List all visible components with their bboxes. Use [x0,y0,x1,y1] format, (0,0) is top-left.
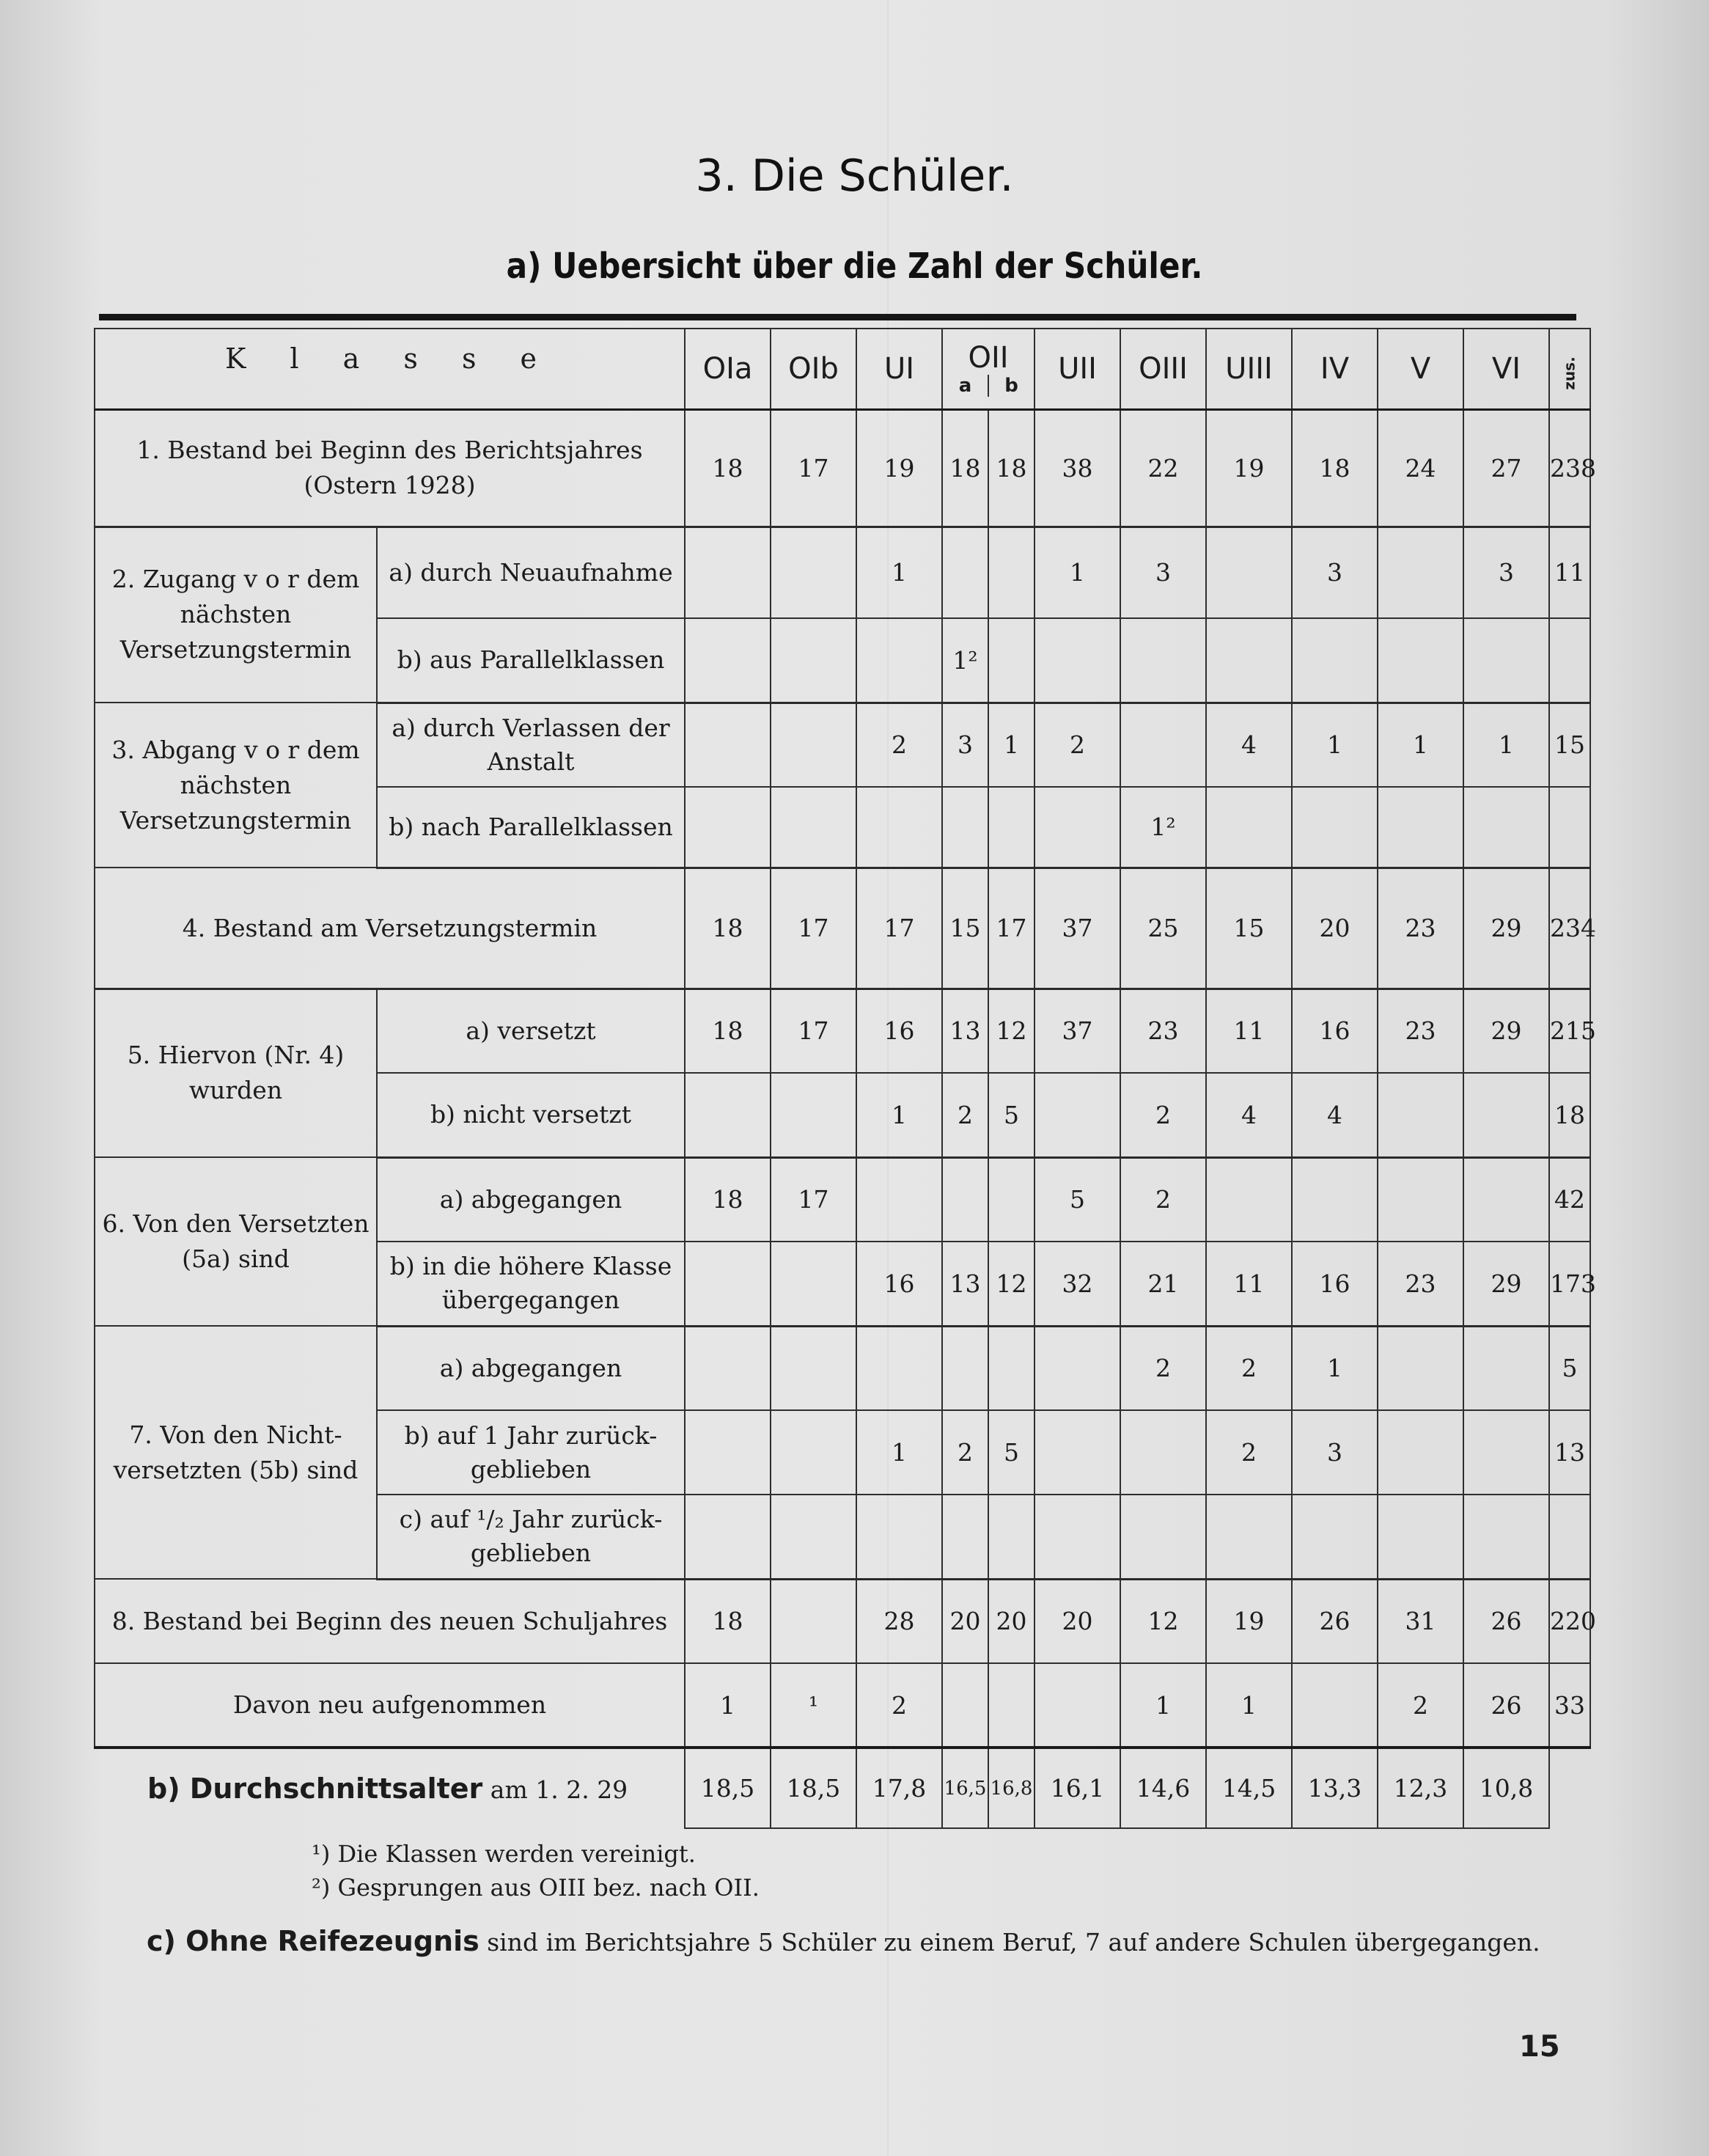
table-cell [1120,1410,1206,1495]
table-cell: 1 [856,527,942,618]
table-row [95,1326,1590,1410]
table-cell: 2 [1120,1073,1206,1157]
table-cell [771,1410,856,1495]
table-cell [856,787,942,868]
row-label [95,1157,377,1326]
header-OII-a: a [958,374,972,397]
table-cell: ¹ [771,1663,856,1748]
table-cell [1549,1495,1590,1579]
table-cell: 20 [1034,1579,1120,1663]
row-sub-label: a) abgegangen [377,1157,685,1242]
table-cell: 5 [988,1073,1034,1157]
table-cell: 33 [1549,1663,1590,1748]
table-cell: 19 [1206,1579,1292,1663]
table-cell [1292,787,1378,868]
table-cell: 11 [1206,1242,1292,1326]
table-cell: 215 [1549,989,1590,1073]
row-sub-label: b) nach Parallelklassen [377,787,685,868]
row-sub-label-line: Anstalt [487,747,575,776]
row-label-line: 6. Von den Versetzten [102,1209,370,1238]
row-sub-label-line: a) durch Verlassen der [392,713,670,742]
header-UI: UI [856,329,942,409]
table-cell: 23 [1378,868,1463,989]
table-cell [1034,1326,1120,1410]
table-cell [771,703,856,787]
table-cell: 19 [1206,409,1292,527]
table-cell [1292,1663,1378,1748]
table-cell [1378,527,1463,618]
table-cell [771,1326,856,1410]
table-cell [1120,703,1206,787]
table-cell [856,618,942,703]
footnote-1: ¹) Die Klassen werden vereinigt. [312,1840,696,1868]
row-label-line: (5a) sind [182,1244,290,1273]
table-cell [942,527,988,618]
row-label-line: 7. Von den Nicht- [129,1420,342,1449]
heavy-rule [99,314,1576,320]
table-cell [988,1663,1034,1748]
table-cell: 10,8 [1463,1748,1549,1828]
row-label-line: Versetzungstermin [120,635,352,664]
row-label-line: nächsten [180,770,292,799]
section-c [147,1925,1540,1957]
table-cell: 28 [856,1579,942,1663]
table-cell [685,527,771,618]
table-cell: 18,5 [685,1748,771,1828]
table-cell: 2 [1120,1326,1206,1410]
section-title: 3. Die Schüler. [695,150,1014,202]
average-age-title: b) Durchschnittsalter [147,1772,483,1805]
table-cell: 16 [1292,989,1378,1073]
average-age-row [95,1748,1590,1828]
header-OIb: OIb [771,329,856,409]
row-label [95,1326,377,1579]
table-cell [1292,1157,1378,1242]
table-cell [1292,618,1378,703]
table-cell: 17,8 [856,1748,942,1828]
table-cell [1463,1073,1549,1157]
table-cell [988,618,1034,703]
table-cell: 22 [1120,409,1206,527]
table-cell: 18 [988,409,1034,527]
table-cell: 26 [1463,1579,1549,1663]
row-sub-label [377,703,685,787]
table-cell: 38 [1034,409,1120,527]
row-label-line: 2. Zugang v o r dem [111,565,360,594]
row-label-line: (Ostern 1928) [304,471,476,499]
header-OII-label: OII [968,340,1009,375]
section-c-title: c) Ohne Reifezeugnis [147,1925,479,1957]
row-sub-label-line: geblieben [470,1539,592,1568]
table-cell: 27 [1463,409,1549,527]
row-label-line: 3. Abgang v o r dem [111,735,360,764]
table-cell: 29 [1463,868,1549,989]
table-cell [771,618,856,703]
row-sub-label: a) versetzt [377,989,685,1073]
table-cell: 1 [1292,703,1378,787]
table-cell [988,1495,1034,1579]
table-cell: 2 [856,703,942,787]
table-cell [685,1495,771,1579]
table-cell: 2 [942,1410,988,1495]
table-row [95,703,1590,787]
header-IV: IV [1292,329,1378,409]
table-cell [1463,1157,1549,1242]
table-cell [1034,1073,1120,1157]
table-cell [942,1326,988,1410]
table-cell: 18 [1292,409,1378,527]
table-cell: 26 [1292,1579,1378,1663]
table-cell: 3 [1120,527,1206,618]
table-cell: 18 [685,868,771,989]
row-sub-label: b) aus Parallelklassen [377,618,685,703]
table-cell: 31 [1378,1579,1463,1663]
table-cell: 1 [1034,527,1120,618]
average-age-date: am 1. 2. 29 [490,1775,628,1804]
table-cell [1378,1073,1463,1157]
table-cell [1206,527,1292,618]
table-cell: 2 [1120,1157,1206,1242]
table-cell [1463,787,1549,868]
table-cell [1378,1495,1463,1579]
student-count-table [94,328,1597,1829]
table-cell [1034,1410,1120,1495]
table-cell: 5 [1034,1157,1120,1242]
header-OII-sub [943,375,1034,397]
table-cell [1292,1495,1378,1579]
table-cell: 2 [1034,703,1120,787]
table-cell [1206,787,1292,868]
table-cell: 13 [942,1242,988,1326]
table-cell: 18 [942,409,988,527]
table-cell: 19 [856,409,942,527]
table-cell [1378,787,1463,868]
table-cell: 18 [685,1157,771,1242]
table-cell [1549,618,1590,703]
table-cell: 20 [942,1579,988,1663]
table-cell: 1 [685,1663,771,1748]
row-label-line: wurden [188,1076,283,1105]
header-OII [942,329,1034,409]
table-cell: 11 [1206,989,1292,1073]
table-cell: 15 [1206,868,1292,989]
table-cell [942,787,988,868]
table-cell: 1 [1120,1663,1206,1748]
table-cell [685,787,771,868]
header-zus-label: zus. [1561,356,1579,390]
table-cell: 4 [1292,1073,1378,1157]
row-sub-label: a) durch Neuaufnahme [377,527,685,618]
table-cell: 18,5 [771,1748,856,1828]
table-cell: 42 [1549,1157,1590,1242]
table-cell [988,527,1034,618]
header-UII: UII [1034,329,1120,409]
table-cell-empty [1549,1748,1590,1828]
table-cell: 1 [1378,703,1463,787]
table-cell: 1 [856,1410,942,1495]
table-cell: 20 [988,1579,1034,1663]
table-cell: 16 [1292,1242,1378,1326]
table-cell: 4 [1206,703,1292,787]
table-cell [1206,1157,1292,1242]
table-row [95,1157,1590,1242]
header-klasse: K l a s s e [95,329,685,409]
table-cell: 16 [856,989,942,1073]
table-cell: 37 [1034,868,1120,989]
table-cell: 16,5 [942,1748,988,1828]
table-cell: 4 [1206,1073,1292,1157]
table-row [95,527,1590,618]
table-cell [1034,1663,1120,1748]
table-cell: 17 [771,989,856,1073]
footnote-2: ²) Gesprungen aus OIII bez. nach OII. [312,1874,760,1902]
row-sub-label: a) abgegangen [377,1326,685,1410]
table-cell [1120,618,1206,703]
table-row [95,409,1590,527]
table-cell [988,1157,1034,1242]
header-OII-b: b [988,375,1034,397]
row-label-line: Versetzungstermin [120,805,352,835]
table-cell [856,1495,942,1579]
table-cell: 3 [1292,1410,1378,1495]
table-cell: 37 [1034,989,1120,1073]
table-cell: 14,6 [1120,1748,1206,1828]
table-cell: 1² [1120,787,1206,868]
table-cell: 32 [1034,1242,1120,1326]
row-sub-label: b) nicht versetzt [377,1073,685,1157]
row-sub-label-line: übergegangen [441,1286,620,1315]
table-cell [988,1326,1034,1410]
table-cell: 13 [942,989,988,1073]
table-cell [685,618,771,703]
table-cell [1463,1326,1549,1410]
table-cell: 2 [1378,1663,1463,1748]
table-cell: 3 [1463,527,1549,618]
table-cell: 5 [1549,1326,1590,1410]
table-cell: 2 [942,1073,988,1157]
row-label-line: nächsten [180,600,292,629]
table-cell [1378,1410,1463,1495]
table-row [95,989,1590,1073]
table-cell [1378,618,1463,703]
row-label [95,989,377,1157]
table-cell [1034,618,1120,703]
table-cell [1378,1326,1463,1410]
table-cell: 12 [988,1242,1034,1326]
table-cell [685,1326,771,1410]
table-cell [1034,1495,1120,1579]
table-cell [771,1242,856,1326]
table-cell: 16 [856,1242,942,1326]
table-cell: 1² [942,618,988,703]
row-sub-label-line: geblieben [470,1454,592,1484]
table-cell: 17 [771,409,856,527]
average-age-label [95,1748,685,1828]
table-cell: 1 [1206,1663,1292,1748]
table-cell: 16,1 [1034,1748,1120,1828]
table-cell: 26 [1463,1663,1549,1748]
header-OIII: OIII [1120,329,1206,409]
table-cell [1463,618,1549,703]
header-VI: VI [1463,329,1549,409]
table-cell: 17 [856,868,942,989]
table-cell: 12 [988,989,1034,1073]
row-sub-label-line: b) in die höhere Klasse [389,1252,672,1281]
table-cell: 12,3 [1378,1748,1463,1828]
table-cell: 15 [1549,703,1590,787]
row-label-line: 5. Hiervon (Nr. 4) [127,1041,345,1070]
table-cell [1206,1495,1292,1579]
section-c-text: sind im Berichtsjahre 5 Schüler zu einem Beruf, 7 auf andere Schulen übergegangen. [487,1928,1540,1957]
table-cell: 12 [1120,1579,1206,1663]
table-cell [1378,1157,1463,1242]
table-cell: 238 [1549,409,1590,527]
table-cell [771,527,856,618]
table-cell: 173 [1549,1242,1590,1326]
header-V: V [1378,329,1463,409]
table-cell: 14,5 [1206,1748,1292,1828]
header-UIII: UIII [1206,329,1292,409]
row-sub-label [377,1242,685,1326]
table-cell: 18 [685,1579,771,1663]
table-row [95,1579,1590,1663]
table-cell: 2 [1206,1410,1292,1495]
row-label: Davon neu aufgenommen [95,1663,685,1748]
table-cell [1034,787,1120,868]
table-cell: 23 [1120,989,1206,1073]
table-cell: 11 [1549,527,1590,618]
row-label: 4. Bestand am Versetzungstermin [95,868,685,989]
table-cell [771,1579,856,1663]
table-cell [771,787,856,868]
header-OIa: OIa [685,329,771,409]
table-cell [1549,787,1590,868]
table-cell [942,1157,988,1242]
table-cell: 18 [685,989,771,1073]
table-cell: 5 [988,1410,1034,1495]
table-cell: 13,3 [1292,1748,1378,1828]
table-cell: 25 [1120,868,1206,989]
row-label [95,409,685,527]
footnotes [312,1837,760,1904]
table-cell [685,1073,771,1157]
table-cell [1463,1495,1549,1579]
row-sub-label-line: b) auf 1 Jahr zurück- [404,1420,658,1450]
table-cell: 2 [1206,1326,1292,1410]
row-sub-label [377,1410,685,1495]
row-sub-label-line: c) auf ¹/₂ Jahr zurück- [399,1505,663,1534]
table-cell: 20 [1292,868,1378,989]
table-cell: 29 [1463,989,1549,1073]
row-label-line: versetzten (5b) sind [113,1455,359,1484]
table-cell: 1 [988,703,1034,787]
table-cell: 23 [1378,1242,1463,1326]
table-cell: 15 [942,868,988,989]
header-row [95,329,1590,409]
table-cell: 1 [1463,703,1549,787]
row-sub-label [377,1495,685,1579]
row-label [95,703,377,868]
table-cell: 18 [685,409,771,527]
row-label [95,527,377,703]
table-cell [685,1242,771,1326]
table-cell: 16,8 [988,1748,1034,1828]
header-zus [1549,329,1590,409]
table-cell: 1 [1292,1326,1378,1410]
table-cell [771,1495,856,1579]
row-label: 8. Bestand bei Beginn des neuen Schuljahres [95,1579,685,1663]
section-subtitle: a) Uebersicht über die Zahl der Schüler. [506,246,1203,287]
table-cell: 23 [1378,989,1463,1073]
table-cell: 3 [942,703,988,787]
table-cell: 17 [988,868,1034,989]
row-label-line: 1. Bestand bei Beginn des Berichtsjahres [136,436,643,464]
table-cell: 29 [1463,1242,1549,1326]
table-row [95,1663,1590,1748]
table-cell [988,787,1034,868]
table-cell [1120,1495,1206,1579]
table-cell [685,1410,771,1495]
table-cell [1463,1410,1549,1495]
table-cell [856,1157,942,1242]
table-cell: 220 [1549,1579,1590,1663]
table-cell: 234 [1549,868,1590,989]
table-cell [942,1495,988,1579]
table-cell: 17 [771,1157,856,1242]
table-cell [771,1073,856,1157]
table-cell [1206,618,1292,703]
table-cell: 24 [1378,409,1463,527]
table-row [95,868,1590,989]
table-cell: 17 [771,868,856,989]
table-cell [856,1326,942,1410]
table-cell: 2 [856,1663,942,1748]
table-cell [942,1663,988,1748]
table-cell: 1 [856,1073,942,1157]
table-cell: 18 [1549,1073,1590,1157]
table-cell [685,703,771,787]
page-number: 15 [1519,2030,1560,2064]
table-cell: 3 [1292,527,1378,618]
table-cell: 21 [1120,1242,1206,1326]
table-cell: 13 [1549,1410,1590,1495]
